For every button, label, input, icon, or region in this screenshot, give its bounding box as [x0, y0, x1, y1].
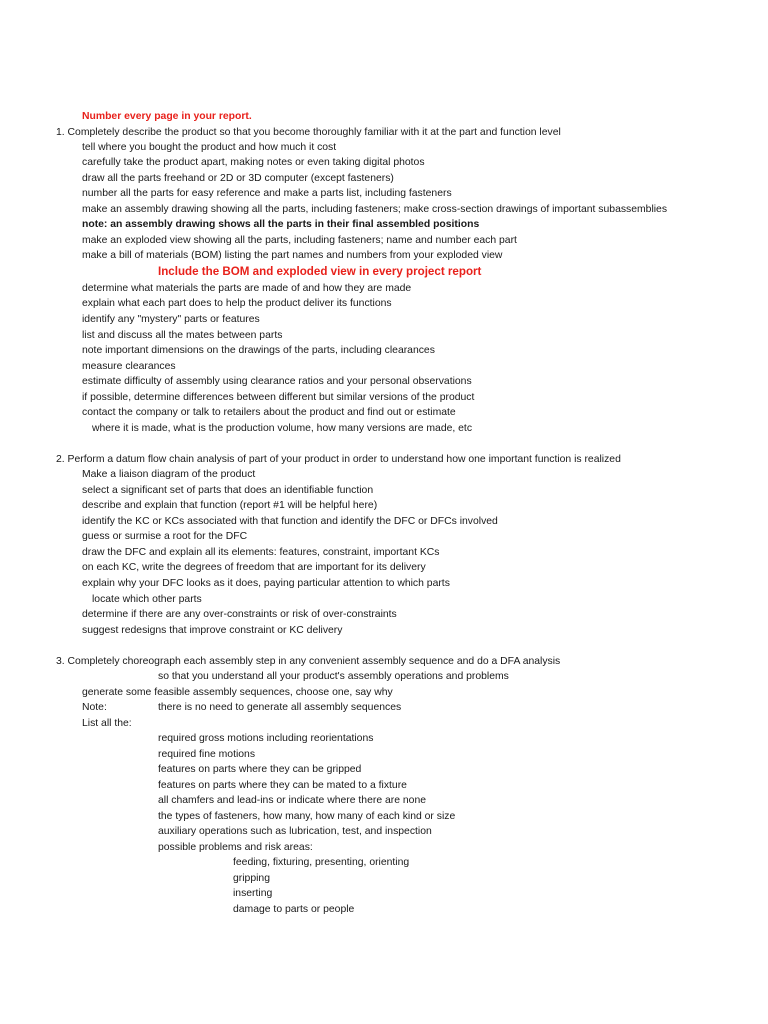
- risk-item: inserting: [233, 888, 273, 899]
- section1-item: explain what each part does to help the product deliver its functions: [82, 298, 392, 309]
- risk-item: gripping: [233, 873, 270, 884]
- section3-item: generate some feasible assembly sequences, choose one, say why: [82, 687, 393, 698]
- section2-item: describe and explain that function (report #1 will be helpful here): [82, 500, 378, 511]
- section1-item: number all the parts for easy reference and make a parts list, including fasteners: [82, 188, 452, 199]
- section3-heading: 3. Completely choreograph each assembly step in any convenient assembly sequence and do a DFA analysis: [56, 656, 561, 667]
- section3-subheading: so that you understand all your product's assembly operations and problems: [158, 671, 509, 682]
- note-label: Note:: [82, 702, 107, 713]
- section1-item: if possible, determine differences between different but similar versions of the product: [82, 392, 475, 403]
- section2-item: draw the DFC and explain all its elements: features, constraint, important KCs: [82, 547, 440, 558]
- section2-item: select a significant set of parts that does an identifiable function: [82, 485, 374, 496]
- risk-item: damage to parts or people: [233, 904, 355, 915]
- list-item: features on parts where they can be gripped: [158, 764, 362, 775]
- section2-item: on each KC, write the degrees of freedom that are important for its delivery: [82, 562, 426, 573]
- list-item: features on parts where they can be mated to a fixture: [158, 780, 407, 791]
- section1-item: estimate difficulty of assembly using clearance ratios and your personal observations: [82, 376, 472, 387]
- section2-item: suggest redesigns that improve constraint or KC delivery: [82, 625, 343, 636]
- section2-item: guess or surmise a root for the DFC: [82, 531, 248, 542]
- section1-item: carefully take the product apart, making notes or even taking digital photos: [82, 157, 425, 168]
- section1-item: tell where you bought the product and how much it cost: [82, 142, 337, 153]
- assembly-drawing-note: note: an assembly drawing shows all the parts in their final assembled positions: [82, 219, 480, 230]
- section1-item: make a bill of materials (BOM) listing the part names and numbers from your exploded view: [82, 250, 503, 261]
- section2-heading: 2. Perform a datum flow chain analysis of part of your product in order to understand how one important function is realized: [56, 454, 621, 465]
- section1-item: make an assembly drawing showing all the parts, including fasteners; make cross-section drawings of important subassemblies: [82, 204, 668, 215]
- list-item: required fine motions: [158, 749, 256, 760]
- header-note: Number every page in your report.: [82, 111, 252, 122]
- list-label: List all the:: [82, 718, 132, 729]
- section1-heading: 1. Completely describe the product so that you become thoroughly familiar with it at the part and function level: [56, 127, 561, 138]
- section2-item: determine if there are any over-constraints or risk of over-constraints: [82, 609, 397, 620]
- section1-item: measure clearances: [82, 361, 176, 372]
- section2-item: identify the KC or KCs associated with that function and identify the DFC or DFCs involved: [82, 516, 498, 527]
- note-text: there is no need to generate all assembly sequences: [158, 702, 402, 713]
- section2-item: locate which other parts: [92, 594, 202, 605]
- section2-item: Make a liaison diagram of the product: [82, 469, 256, 480]
- section1-item: identify any "mystery" parts or features: [82, 314, 260, 325]
- section1-item: draw all the parts freehand or 2D or 3D computer (except fasteners): [82, 173, 394, 184]
- section1-item: determine what materials the parts are made of and how they are made: [82, 283, 412, 294]
- section1-item: list and discuss all the mates between parts: [82, 330, 283, 341]
- list-item: all chamfers and lead-ins or indicate where there are none: [158, 795, 427, 806]
- risk-item: feeding, fixturing, presenting, orienting: [233, 857, 410, 868]
- section2-item: explain why your DFC looks as it does, paying particular attention to which parts: [82, 578, 450, 589]
- bom-requirement-note: Include the BOM and exploded view in every project report: [158, 265, 482, 278]
- section1-item: note important dimensions on the drawings of the parts, including clearances: [82, 345, 435, 356]
- list-item: the types of fasteners, how many, how many of each kind or size: [158, 811, 456, 822]
- list-item: required gross motions including reorientations: [158, 733, 374, 744]
- section1-item: make an exploded view showing all the parts, including fasteners; name and number each part: [82, 235, 517, 246]
- section1-item: contact the company or talk to retailers about the product and find out or estimate: [82, 407, 456, 418]
- list-item: possible problems and risk areas:: [158, 842, 313, 853]
- section1-item: where it is made, what is the production volume, how many versions are made, etc: [92, 423, 473, 434]
- list-item: auxiliary operations such as lubrication, test, and inspection: [158, 826, 432, 837]
